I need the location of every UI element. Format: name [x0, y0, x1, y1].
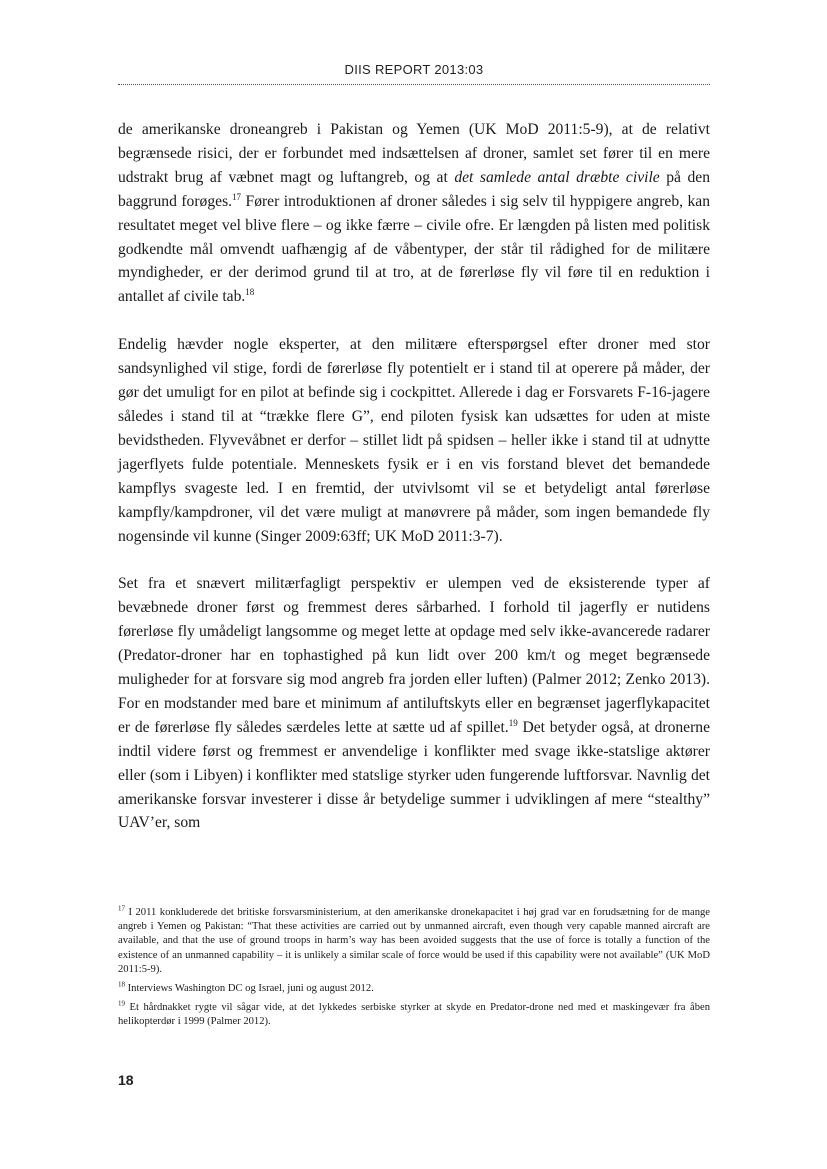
- paragraph-3: [118, 572, 710, 835]
- paragraph-1-text-c: Fører introduktionen af droner således i sig selv til hyppigere angreb, kan resultatet meget vel blive flere – og ikke færre – civile ofre. Er længden på listen med politisk godkendte mål omvendt uafhængig af de våbentyper, der står til rådighed for de militære myndigheder, er der derimod grund til at tro, at de førerløse fly vil føre til en reduktion i antallet af civile tab.: [118, 192, 710, 306]
- paragraph-1: [118, 118, 710, 309]
- header-divider: [118, 84, 710, 85]
- footnote-text: Et hårdnakket rygte vil sågar vide, at det lykkedes serbiske styrker at skyde en Predator-drone ned med et maskingevær fra åben helikopterdør i 1999 (Palmer 2012).: [118, 1002, 711, 1028]
- page-number: 18: [118, 1072, 134, 1088]
- footnote-19: [118, 1001, 710, 1029]
- footnote-text: I 2011 konkluderede det britiske forsvarsministerium, at den amerikanske dronekapacitet i høj grad var en forudsætning for de mange angreb i Yemen og Pakistan: “That these activities are carried out by unmanned aircraft, even though very capable manned aircraft are available, and that the use of ground troops in harm’s way has been avoided suggests that the use of force is totally a function of the existence of an unmanned capability – it is unlikely a similar scale of force would be used if this capability were not available” (UK MoD 2011:5-9).: [118, 907, 710, 975]
- footnote-text: Interviews Washington DC og Israel, juni og august 2012.: [127, 983, 374, 995]
- emphasis-text: det samlede antal dræbte civile: [454, 168, 660, 186]
- main-text: [118, 118, 710, 835]
- paragraph-3-text-b: Det betyder også, at dronerne indtil videre først og fremmest er anvendelige i konflikter med svage ikke-statslige aktører eller (som i Libyen) i konflikter med statslige styrker uden fungerende luftforsvar. Navnlig det amerikanske forsvar investerer i disse år betydelige summer i udviklingen af mere “stealthy” UAV’er, som: [118, 718, 710, 832]
- footnote-number: 18: [118, 980, 125, 989]
- footnote-18: [118, 982, 710, 996]
- footnote-ref-19[interactable]: 19: [508, 717, 518, 728]
- paragraph-2: Endelig hævder nogle eksperter, at den militære efterspørgsel efter droner med stor sandsynlighed vil stige, fordi de førerløse fly potentielt er i stand til at operere på måder, der gør det umuligt for en pilot at befinde sig i cockpittet. Allerede i dag er Forsvarets F-16-jagere således i stand til at “trække flere G”, end piloten fysisk kan udsættes for uden at miste bevidstheden. Flyvevåbnet er derfor – stillet lidt på spidsen – heller ikke i stand til at udnytte jagerflyets fulde potentiale. Menneskets fysik er i en vis forstand blevet det bemandede kampflys svageste led. I en fremtid, der utvivlsomt vil se et betydeligt antal førerløse kampfly/kampdroner, vil det være muligt at manøvrere på måder, som ingen bemandede fly nogensinde vil kunne (Singer 2009:63ff; UK MoD 2011:3-7).: [118, 336, 710, 545]
- paragraph-3-text-a: Set fra et snævert militærfagligt perspektiv er ulempen ved de eksisterende typer af bevæbnede droner først og fremmest deres sårbarhed. I forhold til jagerfly er nutidens førerløse fly umådeligt langsomme og meget lette at opdage med selv ikke-avancerede radarer (Predator-droner har en tophastighed på kun lidt over 200 km/t og meget begrænsede muligheder for at forsvare sig mod angreb fra jorden eller luften) (Palmer 2012; Zenko 2013). For en modstander med bare et minimum af antiluftskyts eller en begrænset jagerflykapacitet er de førerløse fly således særdeles lette at sætte ud af spillet.: [118, 575, 710, 736]
- paragraph-1-text-a: de amerikanske droneangreb i Pakistan og Yemen (UK MoD 2011:5-9), at de relativt begrænsede risici, der er forbundet med indsættelsen af droner, samlet set fører til en mere udstrakt brug af væbnet magt og luftangreb, og at: [118, 121, 710, 186]
- footnote-ref-18[interactable]: 18: [245, 287, 255, 298]
- footnote-number: 19: [118, 999, 125, 1008]
- running-header: DIIS REPORT 2013:03: [344, 62, 484, 77]
- footnote-17: [118, 906, 710, 977]
- paragraph-1-text-b: på den baggrund forøges.: [118, 168, 710, 210]
- footnote-ref-17[interactable]: 17: [232, 191, 242, 202]
- footnote-number: 17: [118, 904, 125, 913]
- footnotes: [118, 906, 710, 1035]
